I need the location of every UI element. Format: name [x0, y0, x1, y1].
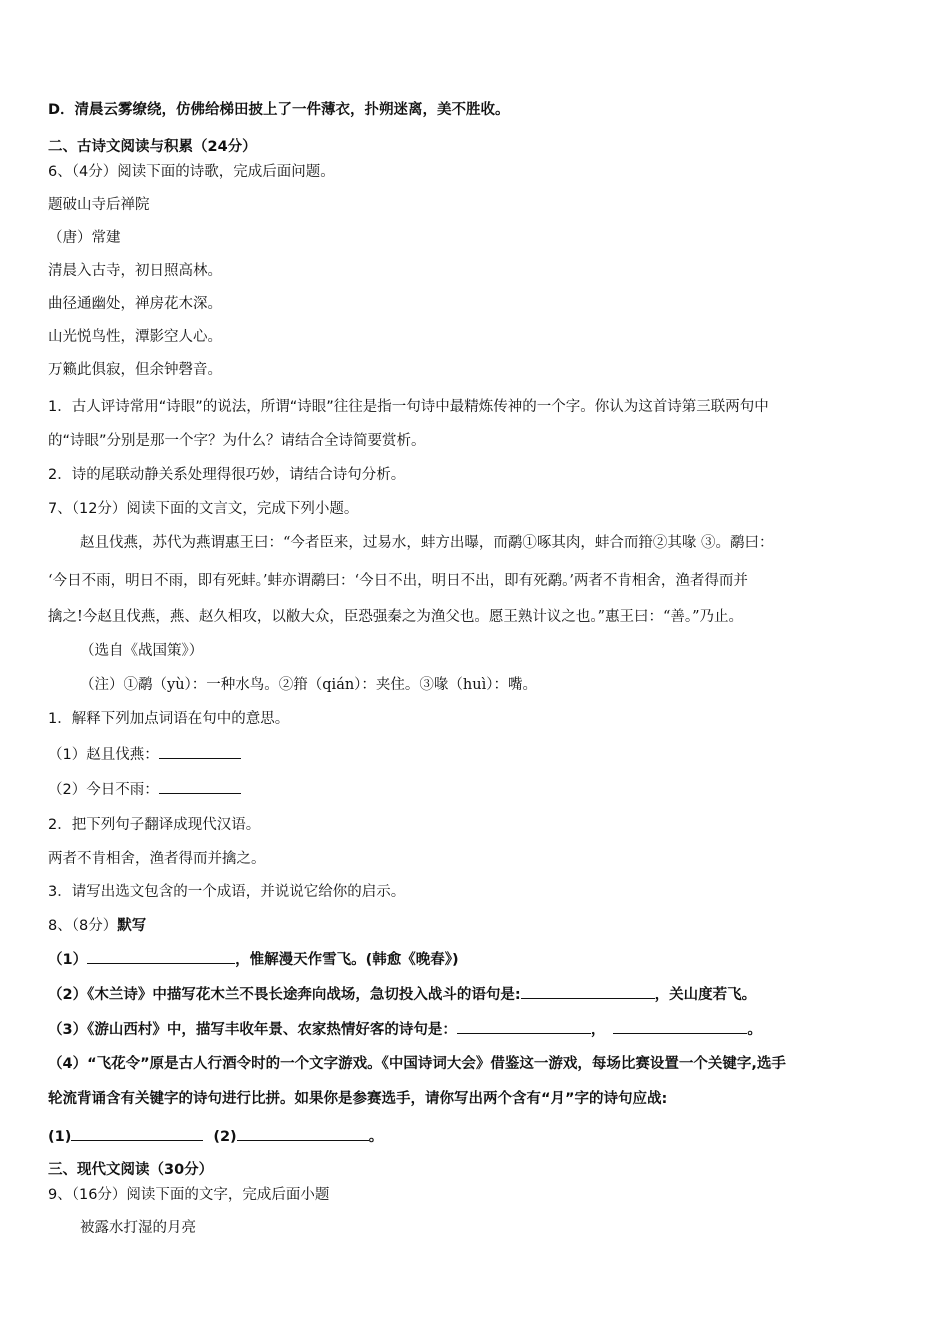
q8-item2-text: （2）《木兰诗》中描写花木兰不畏长途奔向战场，急切投入战斗的语句是: — [48, 987, 521, 1003]
q8-item4-label2: (2) — [213, 1129, 237, 1145]
q7-sub2: 2．把下列句子翻译成现代汉语。 — [48, 817, 261, 833]
q8-item3-comma: ， — [590, 1022, 606, 1038]
q8-item4-line2: 轮流背诵含有关键字的诗句进行比拼。如果你是参赛选手，请你写出两个含有“月”字的诗句应战: — [48, 1091, 668, 1107]
option-d: D．清晨云雾缭绕，仿佛给梯田披上了一件薄衣，扑朔迷离，美不胜收。 — [48, 102, 510, 118]
article-title: 被露水打湿的月亮 — [80, 1220, 196, 1236]
q8-item2 — [48, 983, 950, 1006]
q7-sub3: 3．请写出选文包含的一个成语，并说说它给你的启示。 — [48, 884, 406, 900]
q6-sub1-line1: 1．古人评诗常用“诗眼”的说法，所谓“诗眼”往往是指一句诗中最精炼传神的一个字。你认为这首诗第三联两句中 — [48, 399, 769, 415]
q7-source: （选自《战国策》） — [80, 643, 204, 659]
q8-item2-tail: ，关山度若飞。 — [654, 987, 757, 1003]
answer-blank[interactable] — [237, 1125, 369, 1141]
q8-item3 — [48, 1018, 950, 1041]
q6-sub1-line2: 的“诗眼”分别是那一个字？为什么？请结合全诗简要赏析。 — [48, 433, 426, 449]
q6-heading: 6、（4分）阅读下面的诗歌，完成后面问题。 — [48, 164, 335, 180]
q7-sub1-item2 — [48, 778, 950, 801]
answer-blank[interactable] — [159, 778, 241, 794]
poem-author: （唐）常建 — [48, 230, 121, 246]
answer-blank[interactable] — [159, 743, 241, 759]
q8-item4-label1: (1) — [48, 1129, 72, 1145]
poem-line: 清晨入古寺，初日照高林。 — [48, 263, 222, 279]
q8-heading-bold: 默写 — [117, 918, 147, 934]
answer-blank[interactable] — [457, 1018, 591, 1034]
q7-text-line2: ‘今日不雨，明日不雨，即有死蚌。’蚌亦谓鹬曰：‘今日不出，明日不出，即有死鹬。’两者不肯相舍，渔者得而并 — [48, 573, 748, 589]
q8-item4-period: 。 — [368, 1129, 384, 1145]
q7-sub1-item2-label: （2）今日不雨： — [48, 782, 159, 798]
q7-sub1: 1．解释下列加点词语在句中的意思。 — [48, 711, 290, 727]
section-3-title: 三、现代文阅读（30分） — [48, 1162, 214, 1178]
q7-sub1-item1-label: （1）赵且伐燕： — [48, 747, 159, 763]
answer-blank[interactable] — [87, 948, 235, 964]
poem-line: 山光悦鸟性，潭影空人心。 — [48, 329, 222, 345]
poem-line: 万籁此俱寂，但余钟磬音。 — [48, 362, 222, 378]
q8-item3-text: （3）《游山西村》中，描写丰收年景、农家热情好客的诗句是： — [48, 1022, 457, 1038]
q7-sub1-item1 — [48, 743, 950, 766]
q7-note: （注）①鹬（yù）：一种水鸟。②箝（qián）：夹住。③喙（huì）：嘴。 — [80, 677, 537, 693]
q8-item1-text: ，惟解漫天作雪飞。(韩愈《晚春》) — [235, 952, 459, 968]
q7-text-line1: 赵且伐燕，苏代为燕谓惠王曰：“今者臣来，过易水，蚌方出曝，而鹬①啄其肉，蚌合而箝②其喙 ③。鹬曰： — [80, 535, 774, 551]
poem-line: 曲径通幽处，禅房花木深。 — [48, 296, 222, 312]
q8-item4-line3 — [48, 1125, 950, 1148]
q8-item1 — [48, 948, 950, 971]
q7-text-line3: 擒之!今赵且伐燕，燕、赵久相攻，以敝大众，臣恐强秦之为渔父也。愿王熟计议之也。”惠王曰：“善。”乃止。 — [48, 609, 744, 625]
q8-heading — [48, 915, 950, 937]
answer-blank[interactable] — [521, 983, 655, 999]
answer-blank[interactable] — [71, 1125, 203, 1141]
q8-item1-label: （1） — [48, 952, 88, 968]
q8-heading-prefix: 8、（8分） — [48, 918, 118, 934]
q8-item4-line1: （4）“飞花令”原是古人行酒令时的一个文字游戏。《中国诗词大会》借鉴这一游戏，每场比赛设置一个关键字,选手 — [48, 1056, 786, 1072]
answer-blank[interactable] — [613, 1018, 747, 1034]
q8-item3-period: 。 — [747, 1022, 762, 1038]
q9-heading: 9、（16分）阅读下面的文字，完成后面小题 — [48, 1187, 330, 1203]
q7-sub2-text: 两者不肯相舍，渔者得而并擒之。 — [48, 851, 266, 867]
poem-title: 题破山寺后禅院 — [48, 197, 150, 213]
section-2-title: 二、古诗文阅读与积累（24分） — [48, 139, 257, 155]
q7-heading: 7、（12分）阅读下面的文言文，完成下列小题。 — [48, 501, 359, 517]
q6-sub2: 2．诗的尾联动静关系处理得很巧妙，请结合诗句分析。 — [48, 467, 406, 483]
